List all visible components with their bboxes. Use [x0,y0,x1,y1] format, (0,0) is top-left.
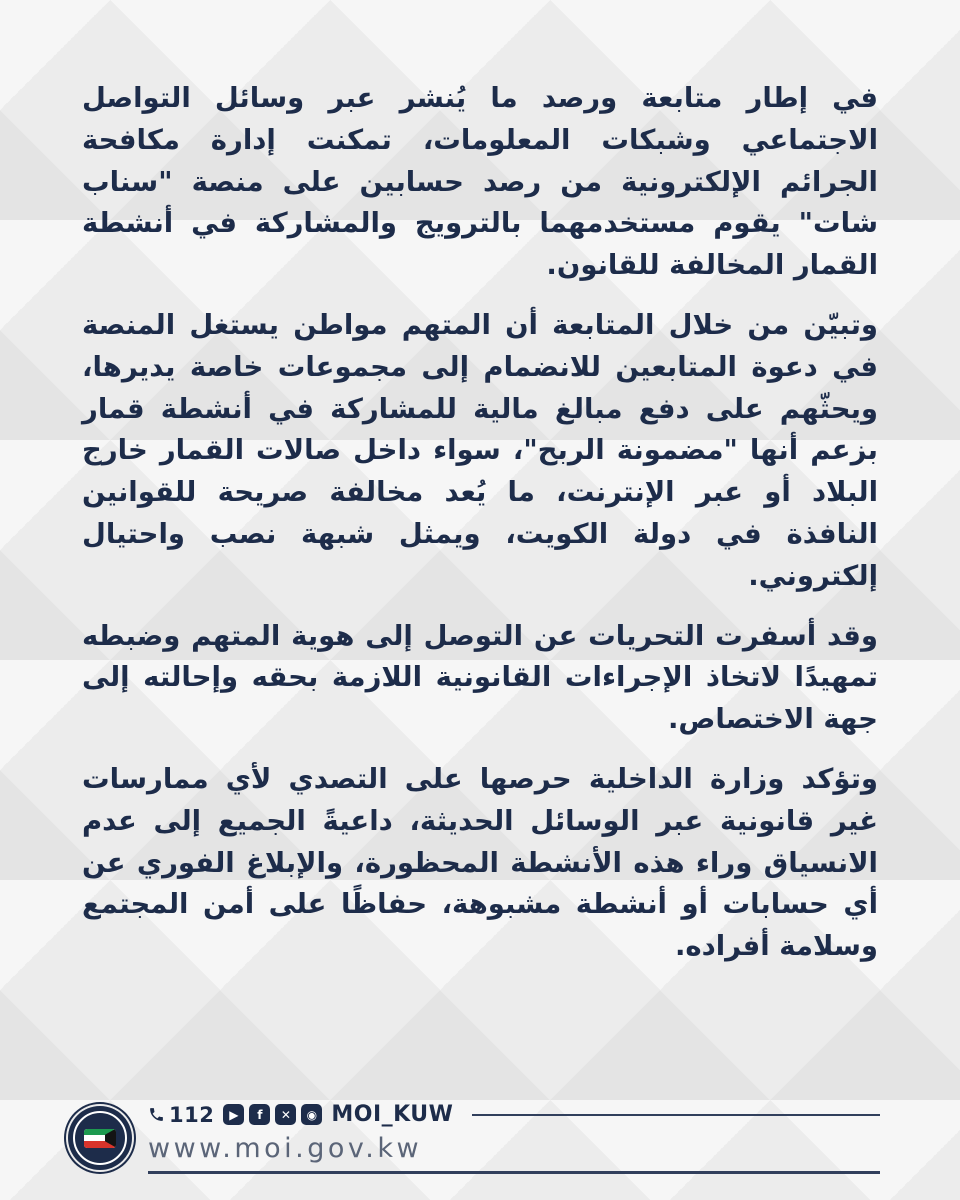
footer-row-contacts [148,1102,880,1127]
moi-logo [68,1106,132,1170]
phone-icon [148,1106,165,1123]
statement-paragraph: وقد أسفرت التحريات عن التوصل إلى هوية المتهم وضبطه تمهيدًا لاتخاذ الإجراءات القانونية اللازمة بحقه وإحالته إلى جهة الاختصاص. [82,619,878,736]
social-handle: MOI_KUW [331,1102,454,1127]
footer-info [148,1102,880,1174]
kuwait-flag [84,1129,116,1148]
moi-logo-ring [73,1111,127,1165]
x-icon: ✕ [275,1104,296,1125]
statement-paragraph: وتؤكد وزارة الداخلية حرصها على التصدي لأي ممارسات غير قانونية عبر الوسائل الحديثة، داعيةً الجميع إلى عدم الانسياق وراء هذه الأنشطة المحظورة، والإبلاغ الفوري عن أي حسابات أو أنشطة مشبوهة، حفاظًا على أمن المجتمع وسلامة أفراده. [82,762,878,963]
footer-row-website [148,1133,880,1174]
instagram-icon: ◉ [301,1104,322,1125]
social-icons [223,1104,322,1125]
divider-line-top [472,1114,880,1116]
website-url: www.moi.gov.kw [148,1133,423,1164]
statement-paragraph: في إطار متابعة ورصد ما يُنشر عبر وسائل التواصل الاجتماعي وشبكات المعلومات، تمكنت إدارة مكافحة الجرائم الإلكترونية من رصد حسابين على منصة "سناب شات" يقوم مستخدمهما بالترويج والمشاركة في أنشطة القمار المخالفة للقانون. [82,82,878,282]
footer [68,1102,880,1174]
emergency-phone [148,1103,214,1127]
youtube-icon: ▶ [223,1104,244,1125]
phone-number: 112 [169,1102,215,1127]
statement-body [82,78,878,986]
statement-paragraph: وتبيّن من خلال المتابعة أن المتهم مواطن يستغل المنصة في دعوة المتابعين للانضمام إلى مجموعات خاصة يديرها، ويحثّهم على دفع مبالغ مالية للمشاركة في أنشطة قمار بزعم أنها "مضمونة الربح"، سواء داخل صالات القمار خارج البلاد أو عبر الإنترنت، ما يُعد مخالفة صريحة للقوانين النافذة في دولة الكويت، ويمثل شبهة نصب واحتيال إلكتروني. [82,308,878,592]
facebook-icon: f [249,1104,270,1125]
